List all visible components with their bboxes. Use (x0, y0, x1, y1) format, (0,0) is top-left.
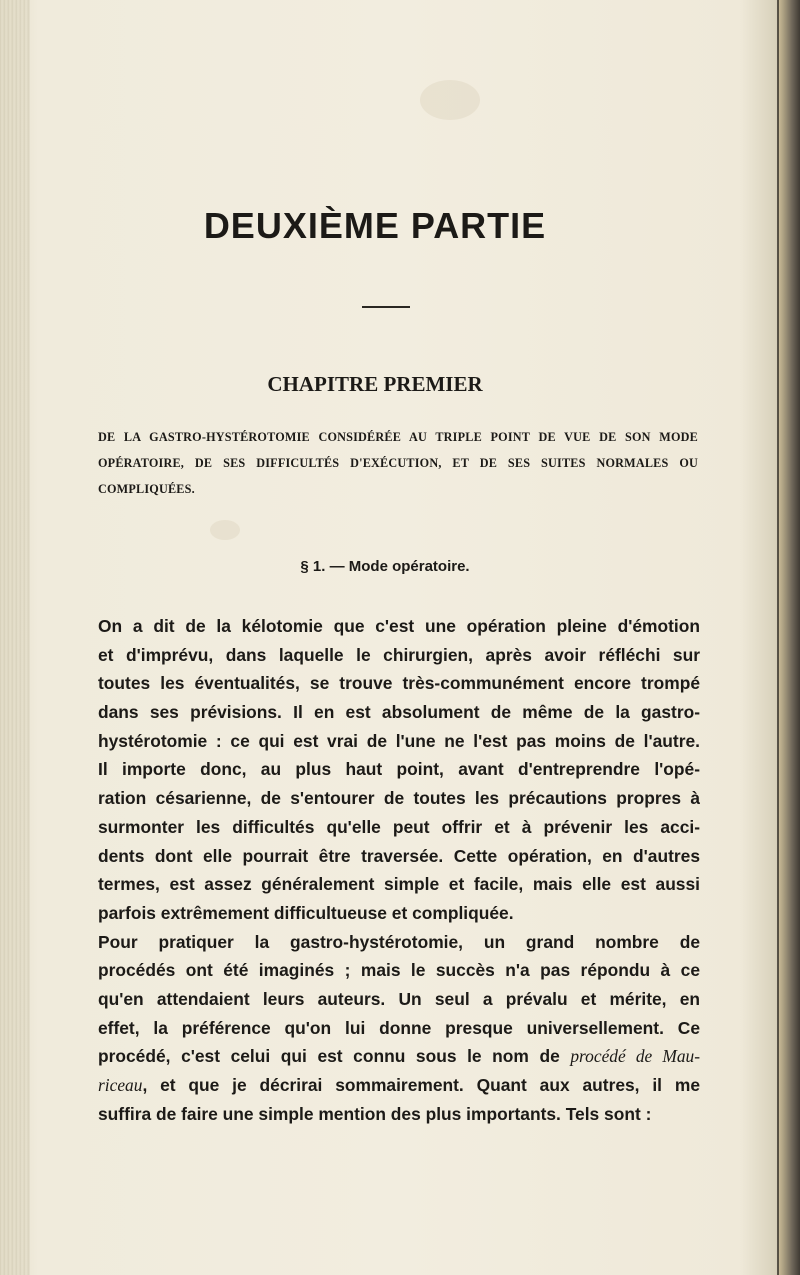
chapter-title: CHAPITRE PREMIER (267, 372, 483, 396)
chapter-subtitle: DE LA GASTRO-HYSTÉROTOMIE CONSIDÉRÉE AU TRIPLE POINT DE VUE DE SON MODE OPÉRATOIRE, DE SES DIFFICULTÉS D'EXÉCUTION, ET DE SES SUITES NORMALES OU COMPLIQUÉES. (98, 430, 698, 496)
right-binding-shadow (778, 0, 800, 1275)
section-heading: § 1. — Mode opératoire. (300, 558, 470, 575)
text-line: suffira de faire une simple mention des plus importants. Tels sont : (98, 1103, 652, 1124)
text-line: Pour pratiquer la gastro-hystérotomie, un grand nombre de (98, 931, 700, 952)
paper-stain (210, 520, 240, 540)
text-line: procédés ont été imaginés ; mais le succès n'a pas répondu à ce (98, 960, 700, 981)
body-text (98, 612, 700, 1128)
text-segment: procédé, c'est celui qui est connu sous le nom de (98, 1046, 560, 1067)
text-line: Il importe donc, au plus haut point, avant d'entreprendre l'opé- (98, 759, 700, 780)
left-page-edge (0, 0, 30, 1275)
binding-line (777, 0, 779, 1275)
text-line: dans ses prévisions. Il en est absolument de même de la gastro- (98, 702, 700, 723)
text-line: parfois extrêmement difficultueuse et compliquée. (98, 902, 514, 923)
title-divider (362, 306, 410, 308)
text-segment: , et que je décrirai sommairement. Quant aux autres, il me (142, 1075, 700, 1095)
text-line: hystérotomie : ce qui est vrai de l'une ne l'est pas moins de l'autre. (98, 730, 700, 751)
text-line: termes, est assez généralement simple et facile, mais elle est aussi (98, 874, 700, 895)
text-line: toutes les éventualités, se trouve très-communément encore trompé (98, 673, 700, 694)
part-title: DEUXIÈME PARTIE (203, 205, 547, 246)
paper-stain (420, 80, 480, 120)
italic-phrase: procédé de Mau- (570, 1046, 700, 1067)
text-line: On a dit de la kélotomie que c'est une opération pleine d'émotion (98, 616, 700, 636)
text-line: dents dont elle pourrait être traversée. Cette opération, en d'autres (98, 845, 700, 866)
text-line: et d'imprévu, dans laquelle le chirurgien, après avoir réfléchi sur (98, 644, 700, 665)
text-line-with-italic (98, 1042, 700, 1071)
italic-phrase: riceau (98, 1075, 143, 1095)
text-line-with-italic (98, 1071, 700, 1100)
text-line: ration césarienne, de s'entourer de toutes les précautions propres à (98, 788, 700, 809)
text-line: surmonter les difficultés qu'elle peut offrir et à prévenir les acci- (98, 816, 700, 837)
text-line: qu'en attendaient leurs auteurs. Un seul a prévalu et mérite, en (98, 988, 700, 1009)
text-line: effet, la préférence qu'on lui donne presque universellement. Ce (98, 1017, 700, 1038)
